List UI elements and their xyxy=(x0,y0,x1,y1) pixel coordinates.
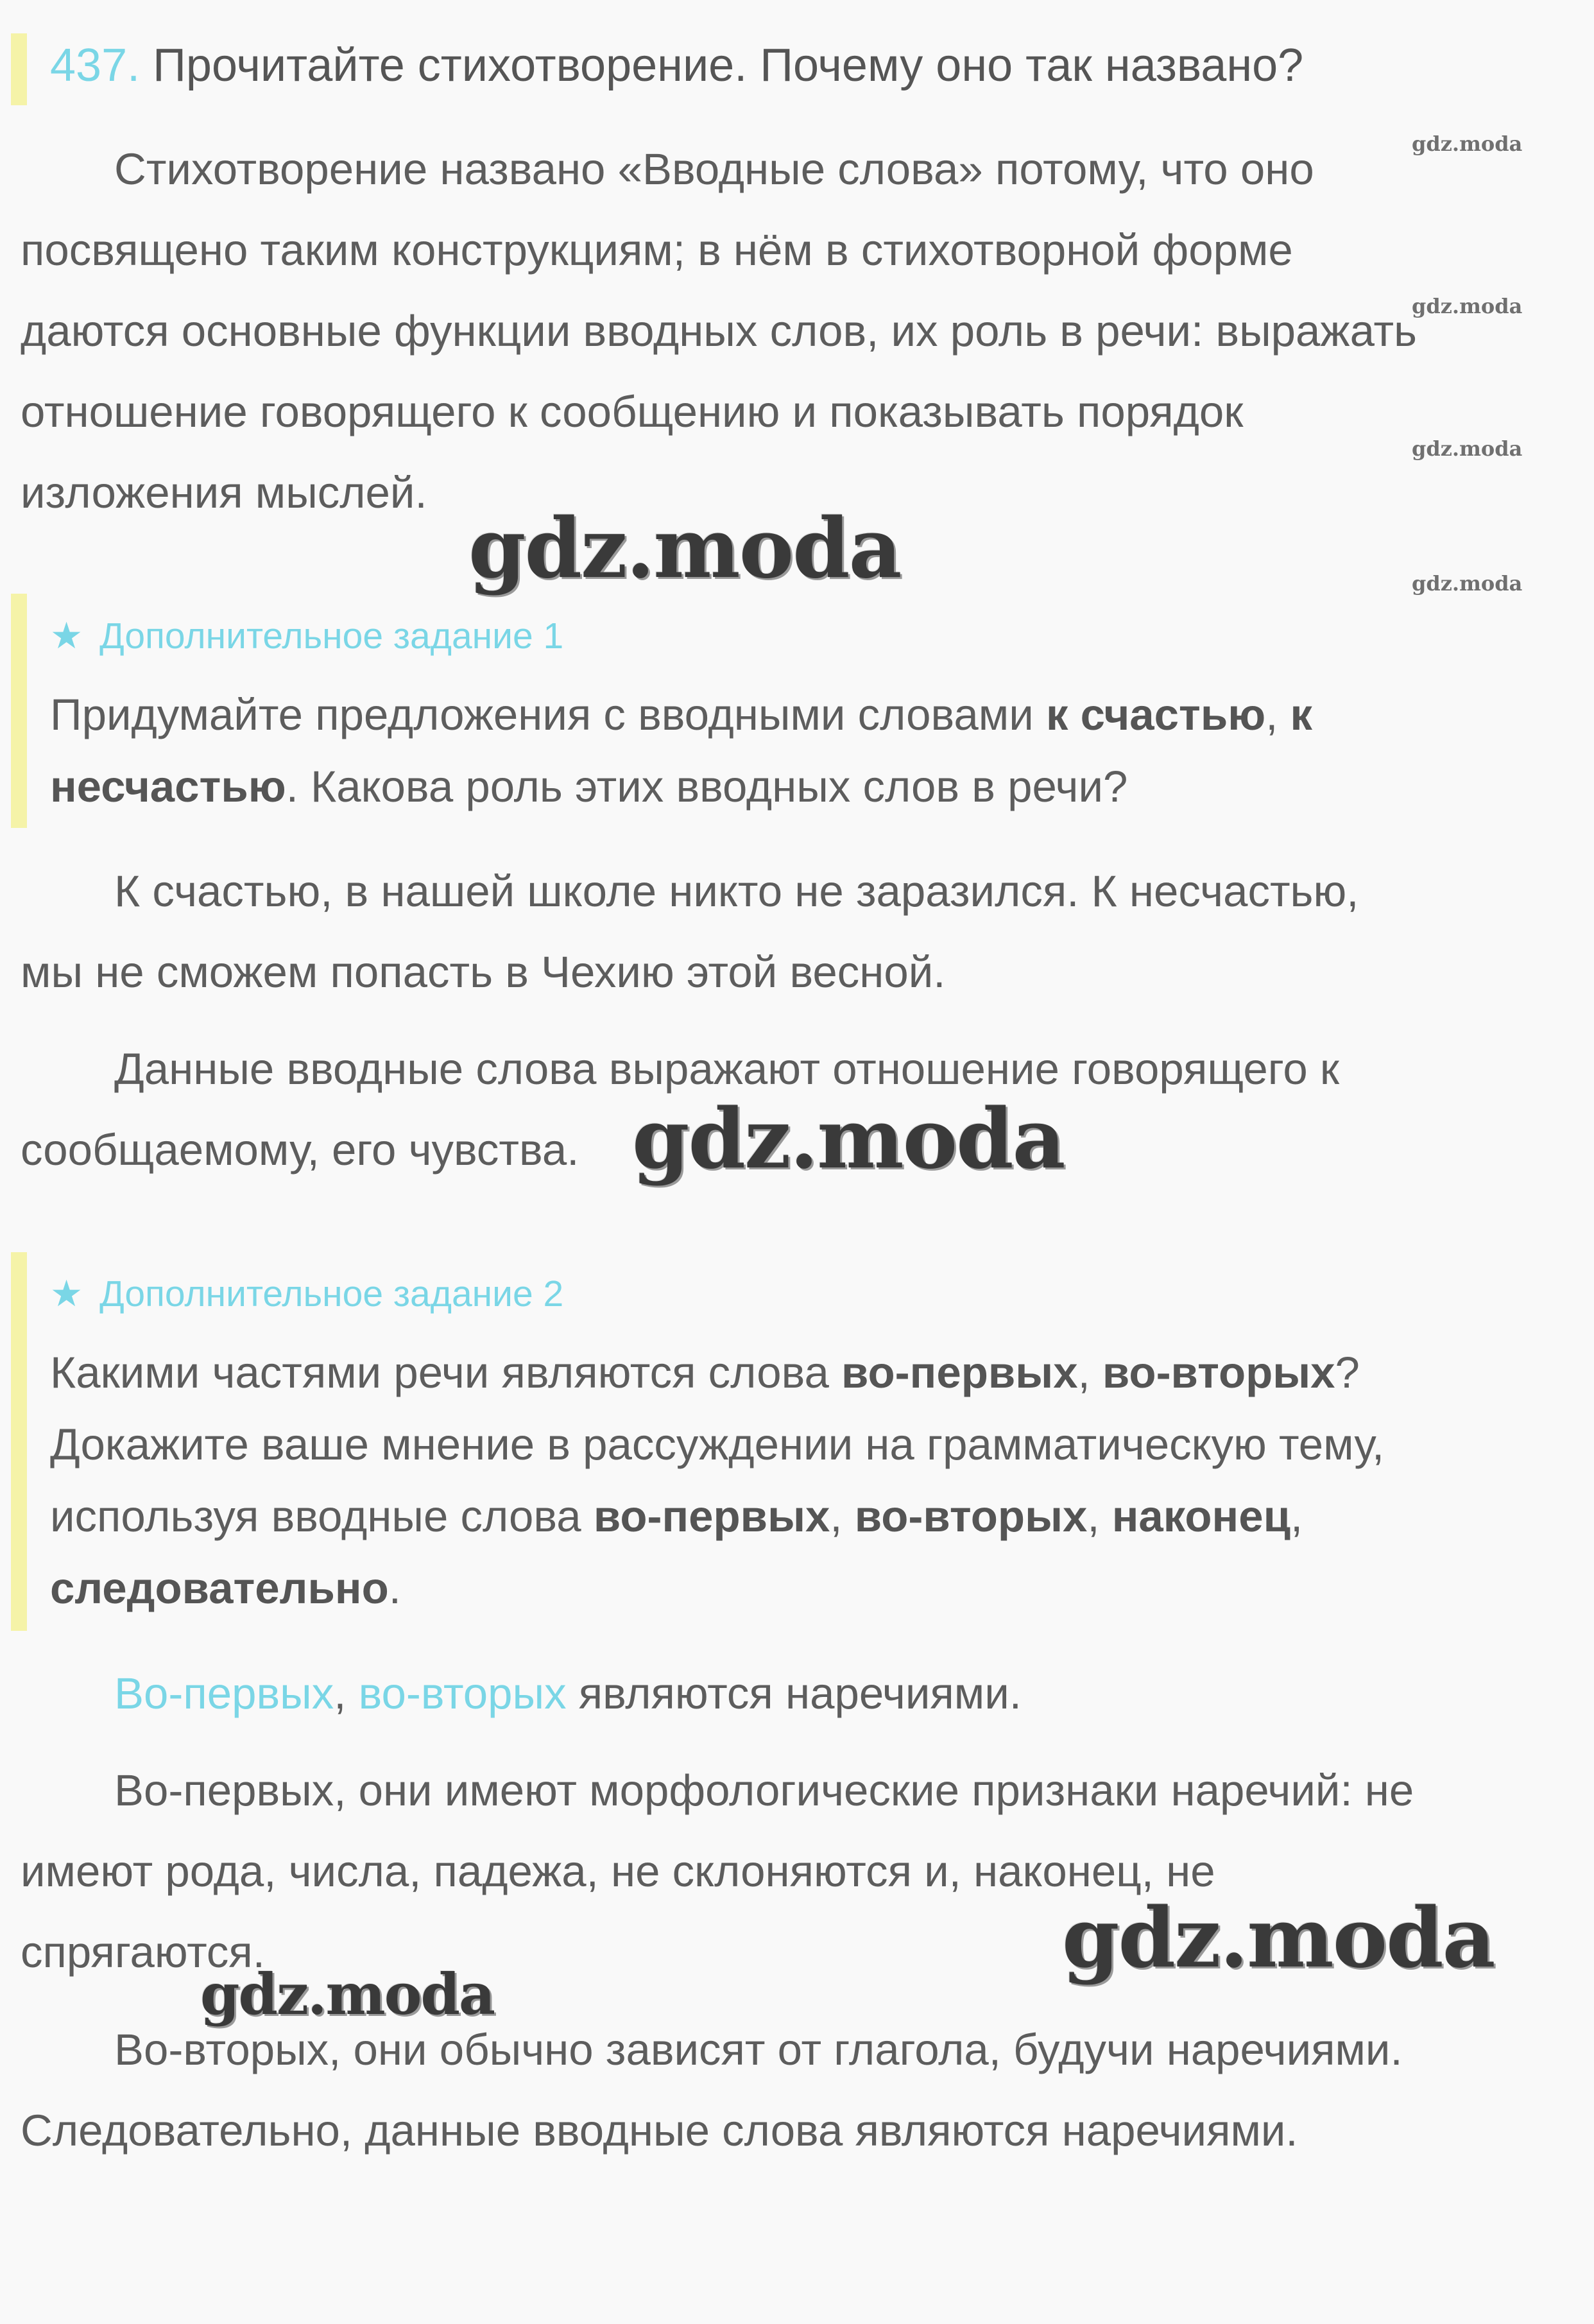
extra2-question-line: используя вводные слова во-первых, во-вторых, наконец, xyxy=(50,1492,1303,1541)
extra1-title xyxy=(50,610,563,662)
watermark-small: gdz.moda xyxy=(1412,132,1523,156)
extra2-title xyxy=(50,1268,563,1320)
answer2-accent-word: Во-первых xyxy=(114,1669,334,1718)
extra2-title-text: Дополнительное задание 2 xyxy=(99,1273,564,1314)
star-icon: ★ xyxy=(50,1273,83,1314)
watermark-large: gdz.moda xyxy=(632,1091,1065,1187)
answer1-paragraph2: Данные вводные слова выражают отношение говорящего к сообщаемому, его чувства. xyxy=(21,1044,1340,1175)
watermark-large: gdz.moda xyxy=(200,1961,495,2027)
star-icon: ★ xyxy=(50,615,83,657)
watermark-small: gdz.moda xyxy=(1412,294,1523,318)
watermark-large: gdz.moda xyxy=(1062,1890,1495,1986)
answer-intro xyxy=(21,129,1586,533)
extra1-question xyxy=(50,679,1577,823)
extra2-question-line: следовательно. xyxy=(50,1563,401,1613)
answer2-paragraph3: Во-вторых, они обычно зависят от глагола, будучи наречиями. Следовательно, данные вводные слова являются наречиями. xyxy=(21,2025,1403,2155)
extra1-highlight-bar xyxy=(11,594,27,828)
answer-intro-line: даются основные функции вводных слов, их роль в речи: выражать xyxy=(21,306,1417,356)
extra1-question-line: Придумайте предложения с вводными словами к счастью, к xyxy=(50,690,1313,739)
answer-intro-line: отношение говорящего к сообщению и показывать порядок xyxy=(21,387,1244,436)
extra2-question-line: Какими частями речи являются слова во-первых, во-вторых? xyxy=(50,1348,1360,1397)
extra2-question-line: Докажите ваше мнение в рассуждении на грамматическую тему, xyxy=(50,1420,1385,1469)
answer2-paragraph1: Во-первых, во-вторых являются наречиями. xyxy=(114,1669,1022,1718)
answer-intro-line: изложения мыслей. xyxy=(21,468,427,517)
task-number: 437. xyxy=(50,40,141,91)
watermark-small: gdz.moda xyxy=(1412,571,1523,596)
extra2-highlight-bar xyxy=(11,1252,27,1631)
watermark-small: gdz.moda xyxy=(1412,436,1523,461)
answer2-accent-word: во-вторых xyxy=(358,1669,567,1718)
extra1-title-text: Дополнительное задание 1 xyxy=(99,615,564,657)
extra1-question-line: несчастью. Какова роль этих вводных слов в речи? xyxy=(50,762,1128,811)
answer2-paragraph2: Во-первых, они имеют морфологические признаки наречий: не имеют рода, числа, падежа, не склоняются и, наконец, не спрягаются. xyxy=(21,1766,1414,1977)
answer-intro-line: Стихотворение названо «Вводные слова» потому, что оно xyxy=(114,144,1314,194)
answer-intro-line: посвящено таким конструкциям; в нём в стихотворной форме xyxy=(21,225,1293,275)
task-text: Прочитайте стихотворение. Почему оно так названо? xyxy=(153,40,1304,91)
task-highlight-bar xyxy=(11,33,27,105)
answer1-paragraph1: К счастью, в нашей школе никто не заразился. К несчастью, мы не сможем попасть в Чехию этой весной. xyxy=(21,866,1359,997)
watermark-large: gdz.moda xyxy=(468,501,901,597)
extra2-question xyxy=(50,1337,1577,1624)
task-heading xyxy=(50,33,1303,98)
